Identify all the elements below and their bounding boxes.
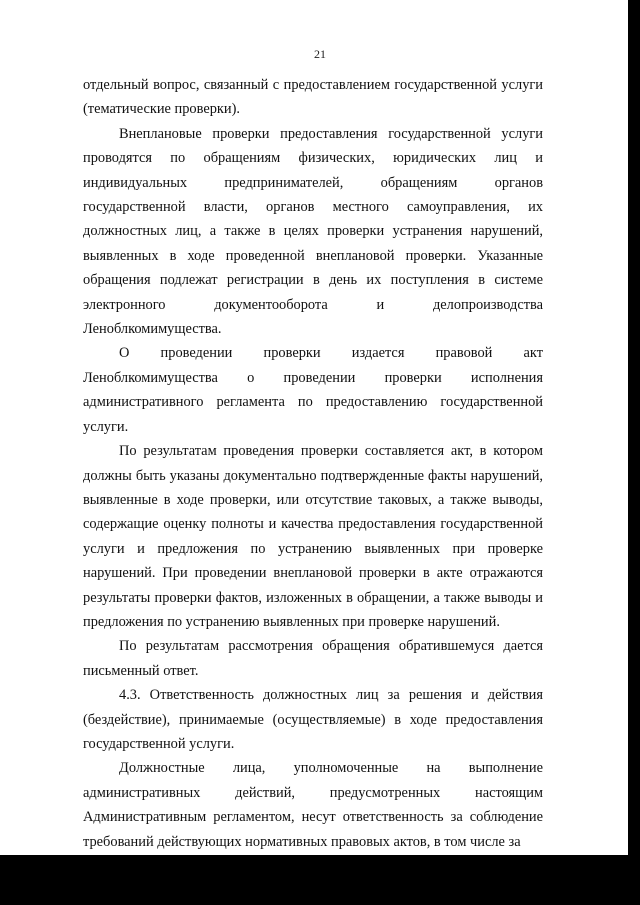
paragraph-inspection-act: По результатам проведения проверки составляется акт, в котором должны быть указаны документально подтвержденные факты нарушений, выявленные в ходе проверки, или отсутствие таковых, а также выводы, содержащие оценку полноты и качества предоставления государственной услуги и предложения по устранению выявленных при проверке нарушений. При проведении внеплановой проверки в акте отражаются результаты проверки фактов, изложенных в обращении, а также выводы и предложения по устранению выявленных при проверке нарушений. <box>83 443 543 630</box>
paragraph-continuation: отдельный вопрос, связанный с предоставлением государственной услуги (тематические проверки). <box>83 77 543 118</box>
paragraph-officials-responsibility: Должностные лица, уполномоченные на выполнение административных действий, предусмотренных настоящим Административным регламентом, несут ответственность за соблюдение требований действующих нормативных правовых актов, в том числе за <box>83 760 543 850</box>
paragraph-written-response: По результатам рассмотрения обращения обратившемуся дается письменный ответ. <box>83 638 543 679</box>
page-number: 21 <box>314 47 326 61</box>
paragraph-section-4-3: 4.3. Ответственность должностных лиц за решения и действия (бездействие), принимаемые (осуществляемые) в ходе предоставления государственной услуги. <box>83 687 543 752</box>
paragraph-inspection-order: О проведении проверки издается правовой акт Леноблкомимущества о проведении проверки исполнения административного регламента по предоставлению государственной услуги. <box>83 345 543 435</box>
document-body <box>83 73 543 854</box>
scan-edge-right <box>628 0 640 905</box>
scan-edge-bottom <box>0 855 640 905</box>
paragraph-unscheduled-inspections: Внеплановые проверки предоставления государственной услуги проводятся по обращениям физических, юридических лиц и индивидуальных предпринимателей, обращениям органов государственной власти, органов местного самоуправления, их должностных лиц, а также в целях проверки устранения нарушений, выявленных в ходе проведенной внеплановой проверки. Указанные обращения подлежат регистрации в день их поступления в системе электронного документооборота и делопроизводства Леноблкомимущества. <box>83 125 543 338</box>
